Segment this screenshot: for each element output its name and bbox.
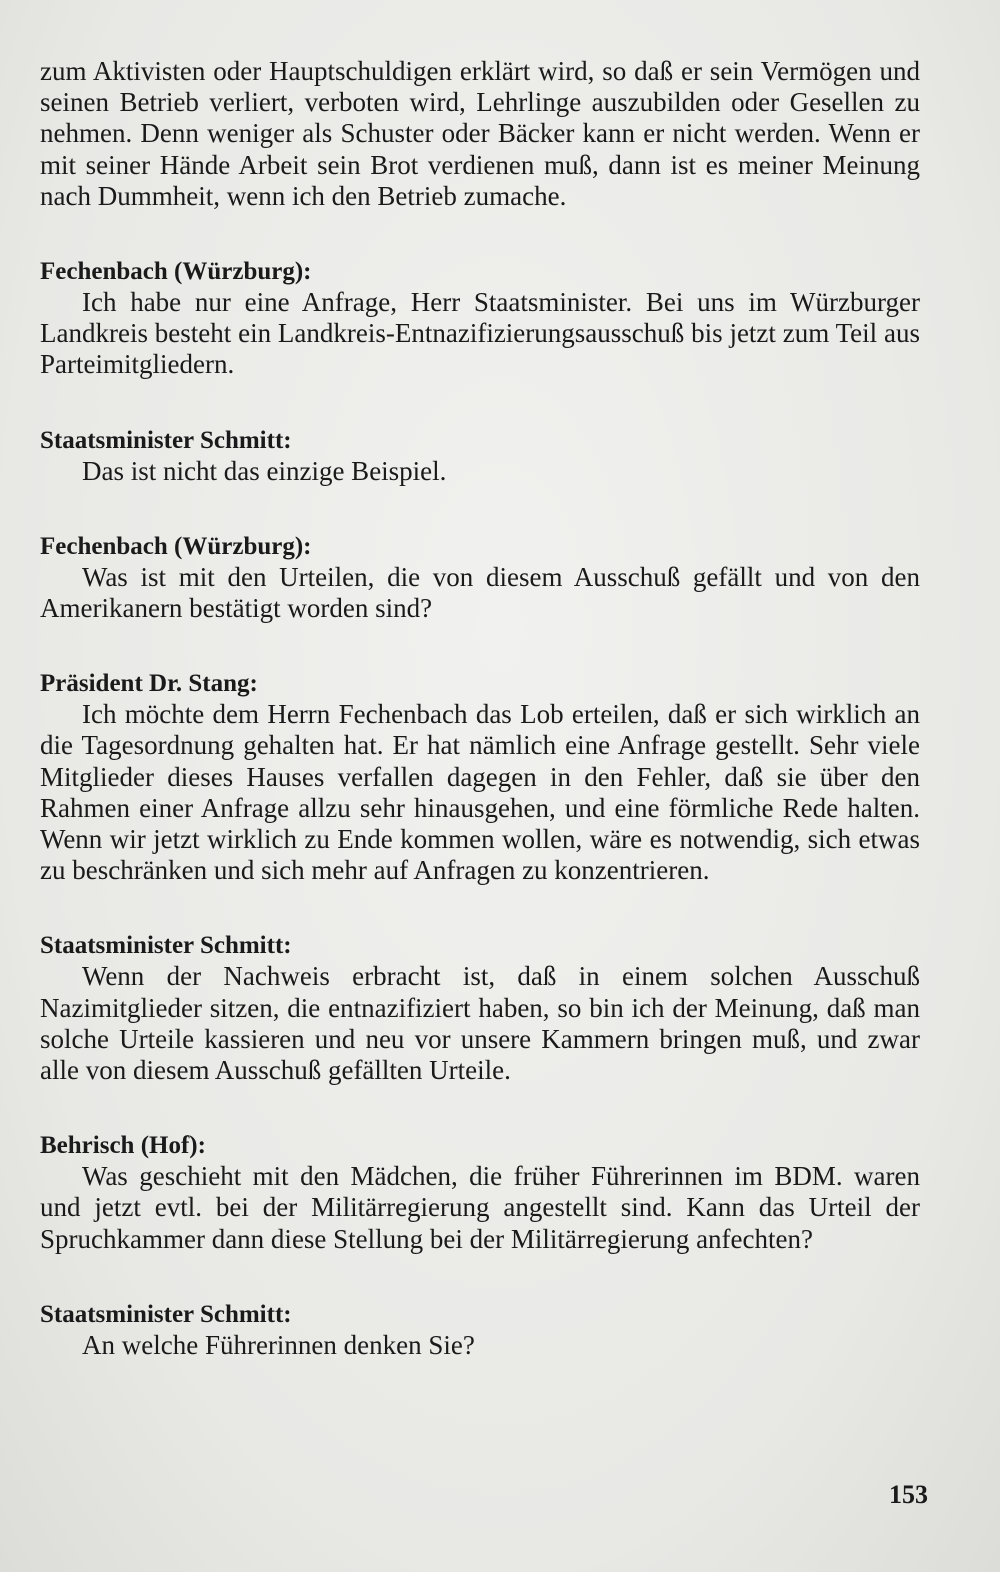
spacer: [40, 886, 920, 930]
speech-block: [40, 256, 920, 381]
speech-text: Das ist nicht das einzige Beispiel.: [82, 455, 447, 486]
spacer: [40, 381, 920, 425]
speech-block: [40, 425, 920, 487]
speech-block: [40, 1130, 920, 1255]
speech-block: [40, 930, 920, 1086]
speaker-name: Staatsminister Schmitt:: [40, 932, 292, 960]
speech-block: [40, 668, 920, 886]
page-number: 153: [889, 1480, 928, 1509]
speech-text: Ich möchte dem Herrn Fechenbach das Lob erteilen, daß er sich wirklich an die Tagesordnung gehalten hat. Er hat nämlich eine Anfrage gestellt. Sehr viele Mitglieder dieses Hauses verfallen dagegen in den Fehler, daß sie über den Rahmen einer Anfrage allzu sehr hinausgehen, und eine förmliche Rede halten. Wenn wir jetzt wirklich zu Ende kommen wollen, wäre es notwendig, sich etwas zu beschränken und sich mehr auf Anfragen zu konzentrieren.: [40, 699, 920, 886]
speech-text: An welche Führerinnen denken Sie?: [82, 1329, 475, 1360]
speaker-name: Fechenbach (Würzburg):: [40, 532, 312, 560]
speaker-name: Fechenbach (Würzburg):: [40, 258, 312, 286]
spacer: [40, 212, 920, 256]
speaker-name: Behrisch (Hof):: [40, 1132, 206, 1160]
speech-block: [40, 531, 920, 624]
speech-text: Was geschieht mit den Mädchen, die früher Führerinnen im BDM. waren und jetzt evtl. bei der Militärregierung angestellt sind. Kann das Urteil der Spruchkammer dann diese Stellung bei der Militärregierung anfechten?: [40, 1161, 920, 1254]
speaker-name: Staatsminister Schmitt:: [40, 1300, 292, 1328]
intro-paragraph: zum Aktivisten oder Hauptschuldigen erklärt wird, so daß er sein Vermögen und seinen Betrieb verliert, verboten wird, Lehrlinge auszubilden oder Gesellen zu nehmen. Denn weniger als Schuster oder Bäcker kann er nicht werden. Wenn er mit seiner Hände Arbeit sein Brot verdienen muß, dann ist es meiner Meinung nach Dummheit, wenn ich den Betrieb zumache.: [40, 56, 920, 211]
speaker-name: Präsident Dr. Stang:: [40, 670, 258, 698]
spacer: [40, 624, 920, 668]
speech-text: Was ist mit den Urteilen, die von diesem Ausschuß gefällt und von den Amerikanern bestätigt worden sind?: [40, 561, 920, 624]
speech-block: [40, 1299, 920, 1361]
spacer: [40, 1086, 920, 1130]
speaker-name: Staatsminister Schmitt:: [40, 426, 292, 454]
speech-text: Wenn der Nachweis erbracht ist, daß in einem solchen Ausschuß Nazimitglieder sitzen, die entnazifiziert haben, so bin ich der Meinung, daß man solche Urteile kassieren und neu vor unsere Kammern bringen muß, und zwar alle von diesem Ausschuß gefällten Urteile.: [40, 961, 920, 1086]
spacer: [40, 1255, 920, 1299]
spacer: [40, 487, 920, 531]
speech-text: Ich habe nur eine Anfrage, Herr Staatsminister. Bei uns im Würzburger Landkreis besteht ein Landkreis-Entnazifizierungsausschuß bis jetzt zum Teil aus Parteimitgliedern.: [40, 287, 920, 380]
